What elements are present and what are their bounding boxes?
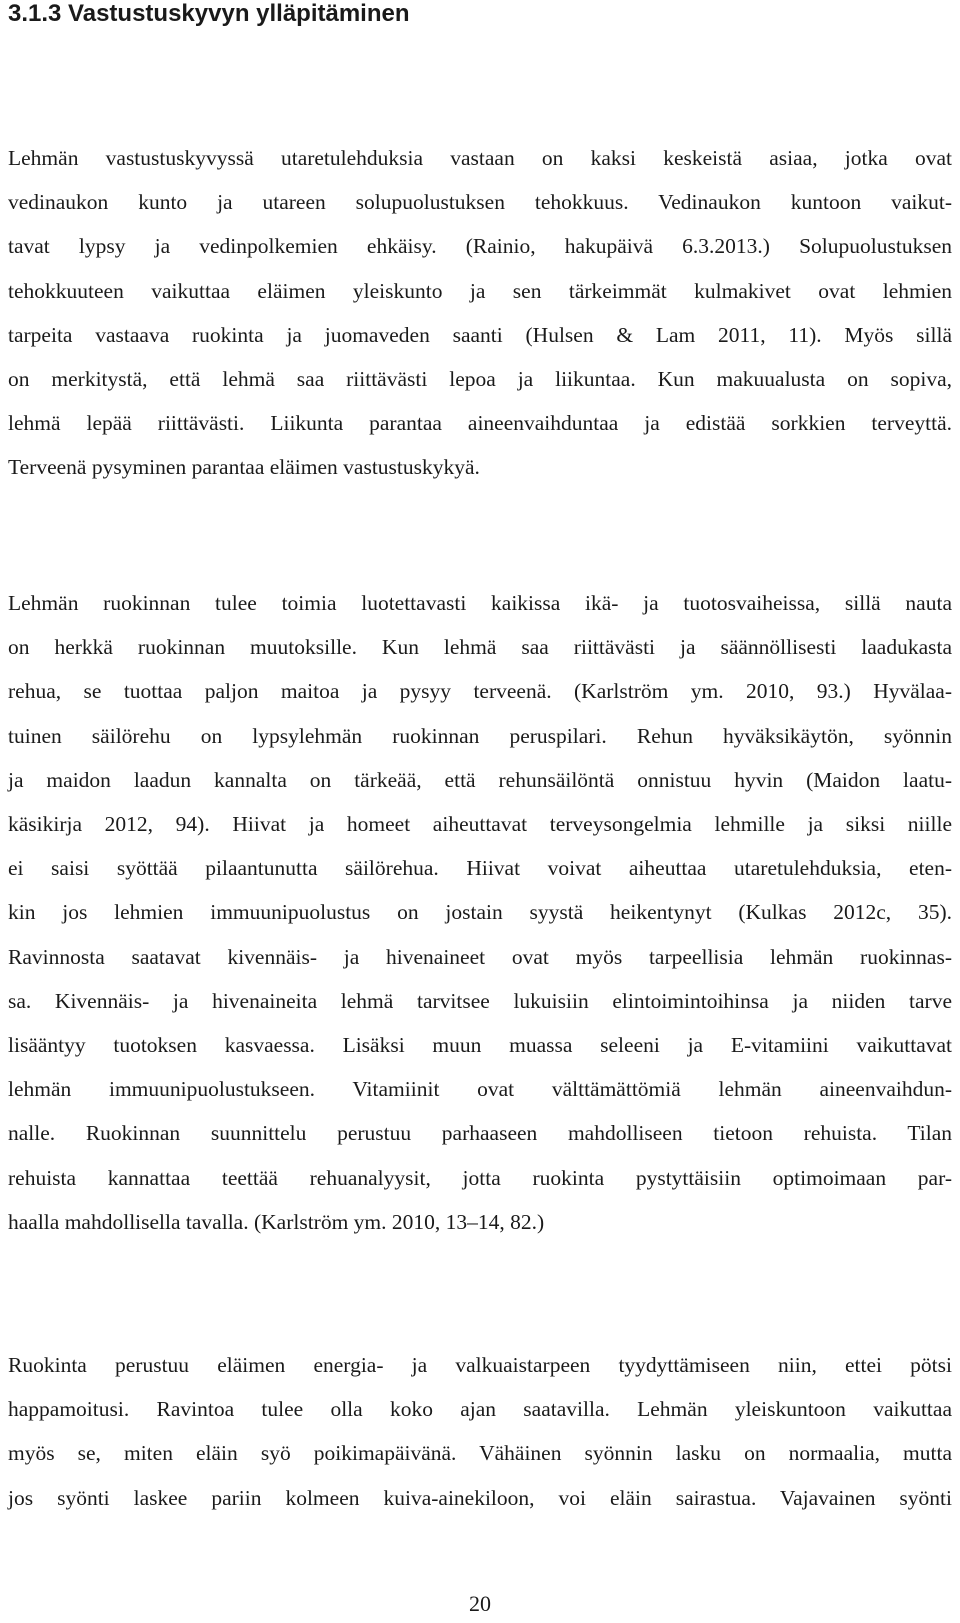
text-line: sa. Kivennäis- ja hivenaineita lehmä tarvitsee lukuisiin elintoimintoihinsa ja niiden tarve: [8, 988, 952, 1013]
text-line: lehmä lepää riittävästi. Liikunta parantaa aineenvaihduntaa ja edistää sorkkien terveyttä.: [8, 411, 952, 436]
text-line: lisääntyy tuotoksen kasvaessa. Lisäksi muun muassa seleeni ja E-vitamiini vaikuttavat: [8, 1033, 952, 1058]
text-line: tarpeita vastaava ruokinta ja juomaveden saanti (Hulsen & Lam 2011, 11). Myös sillä: [8, 322, 952, 347]
text-line: tuinen säilörehu on lypsylehmän ruokinnan peruspilari. Rehun hyväksikäytön, syönnin: [8, 723, 952, 748]
text-line: tehokkuuteen vaikuttaa eläimen yleiskunto ja sen tärkeimmät kulmakivet ovat lehmien: [8, 278, 952, 303]
text-line: jos syönti laskee pariin kolmeen kuiva-ainekiloon, voi eläin sairastua. Vajavainen syönti: [8, 1485, 952, 1510]
paragraph-3: [8, 1343, 952, 1520]
text-line: happamoitusi. Ravintoa tulee olla koko ajan saatavilla. Lehmän yleiskuntoon vaikuttaa: [8, 1397, 952, 1422]
page-number: 20: [469, 1591, 491, 1616]
text-line: lehmän immuunipuolustukseen. Vitamiinit ovat välttämättömiä lehmän aineenvaihdun-: [8, 1077, 952, 1102]
text-line: Lehmän ruokinnan tulee toimia luotettavasti kaikissa ikä- ja tuotosvaiheissa, sillä nauta: [8, 591, 952, 615]
text-line: vedinaukon kunto ja utareen solupuolustuksen tehokkuus. Vedinaukon kuntoon vaikut-: [8, 190, 952, 215]
text-line: ja maidon laadun kannalta on tärkeää, että rehunsäilöntä onnistuu hyvin (Maidon laatu-: [8, 767, 952, 792]
text-line: Ravinnosta saatavat kivennäis- ja hivenaineet ovat myös tarpeellisia lehmän ruokinnas-: [8, 944, 952, 969]
text-line: haalla mahdollisella tavalla. (Karlström ym. 2010, 13–14, 82.): [8, 1209, 545, 1234]
text-line: Terveenä pysyminen parantaa eläimen vastustuskykyä.: [8, 455, 480, 480]
text-line: nalle. Ruokinnan suunnittelu perustuu parhaaseen mahdolliseen tietoon rehuista. Tilan: [8, 1121, 952, 1146]
text-line: ei saisi syöttää pilaantunutta säilörehua. Hiivat voivat aiheuttaa utaretulehduksia, eten-: [8, 856, 952, 881]
text-line: rehuista kannattaa teettää rehuanalyysit, jotta ruokinta pystyttäisiin optimoimaan par-: [8, 1165, 952, 1190]
text-line: myös se, miten eläin syö poikimapäivänä. Vähäinen syönnin lasku on normaalia, mutta: [8, 1441, 952, 1466]
text-line: käsikirja 2012, 94). Hiivat ja homeet aiheuttavat terveysongelmia lehmille ja siksi niille: [8, 812, 952, 837]
text-line: Ruokinta perustuu eläimen energia- ja valkuaistarpeen tyydyttämiseen niin, ettei pötsi: [8, 1353, 952, 1377]
paragraph-2: [8, 581, 952, 1244]
text-line: tavat lypsy ja vedinpolkemien ehkäisy. (Rainio, hakupäivä 6.3.2013.) Solupuolustuksen: [8, 234, 952, 259]
paragraph-1: [8, 136, 952, 490]
text-line: kin jos lehmien immuunipuolustus on jostain syystä heikentynyt (Kulkas 2012c, 35).: [8, 900, 952, 925]
text-line: on merkitystä, että lehmä saa riittävästi lepoa ja liikuntaa. Kun makuualusta on sopiva,: [8, 367, 952, 392]
text-line: on herkkä ruokinnan muutoksille. Kun lehmä saa riittävästi ja säännöllisesti laadukasta: [8, 635, 952, 660]
text-line: Lehmän vastustuskyvyssä utaretulehduksia vastaan on kaksi keskeistä asiaa, jotka ovat: [8, 146, 952, 170]
text-line: rehua, se tuottaa paljon maitoa ja pysyy terveenä. (Karlström ym. 2010, 93.) Hyvälaa-: [8, 679, 952, 704]
section-heading: 3.1.3 Vastustuskyvyn ylläpitäminen: [8, 0, 410, 27]
